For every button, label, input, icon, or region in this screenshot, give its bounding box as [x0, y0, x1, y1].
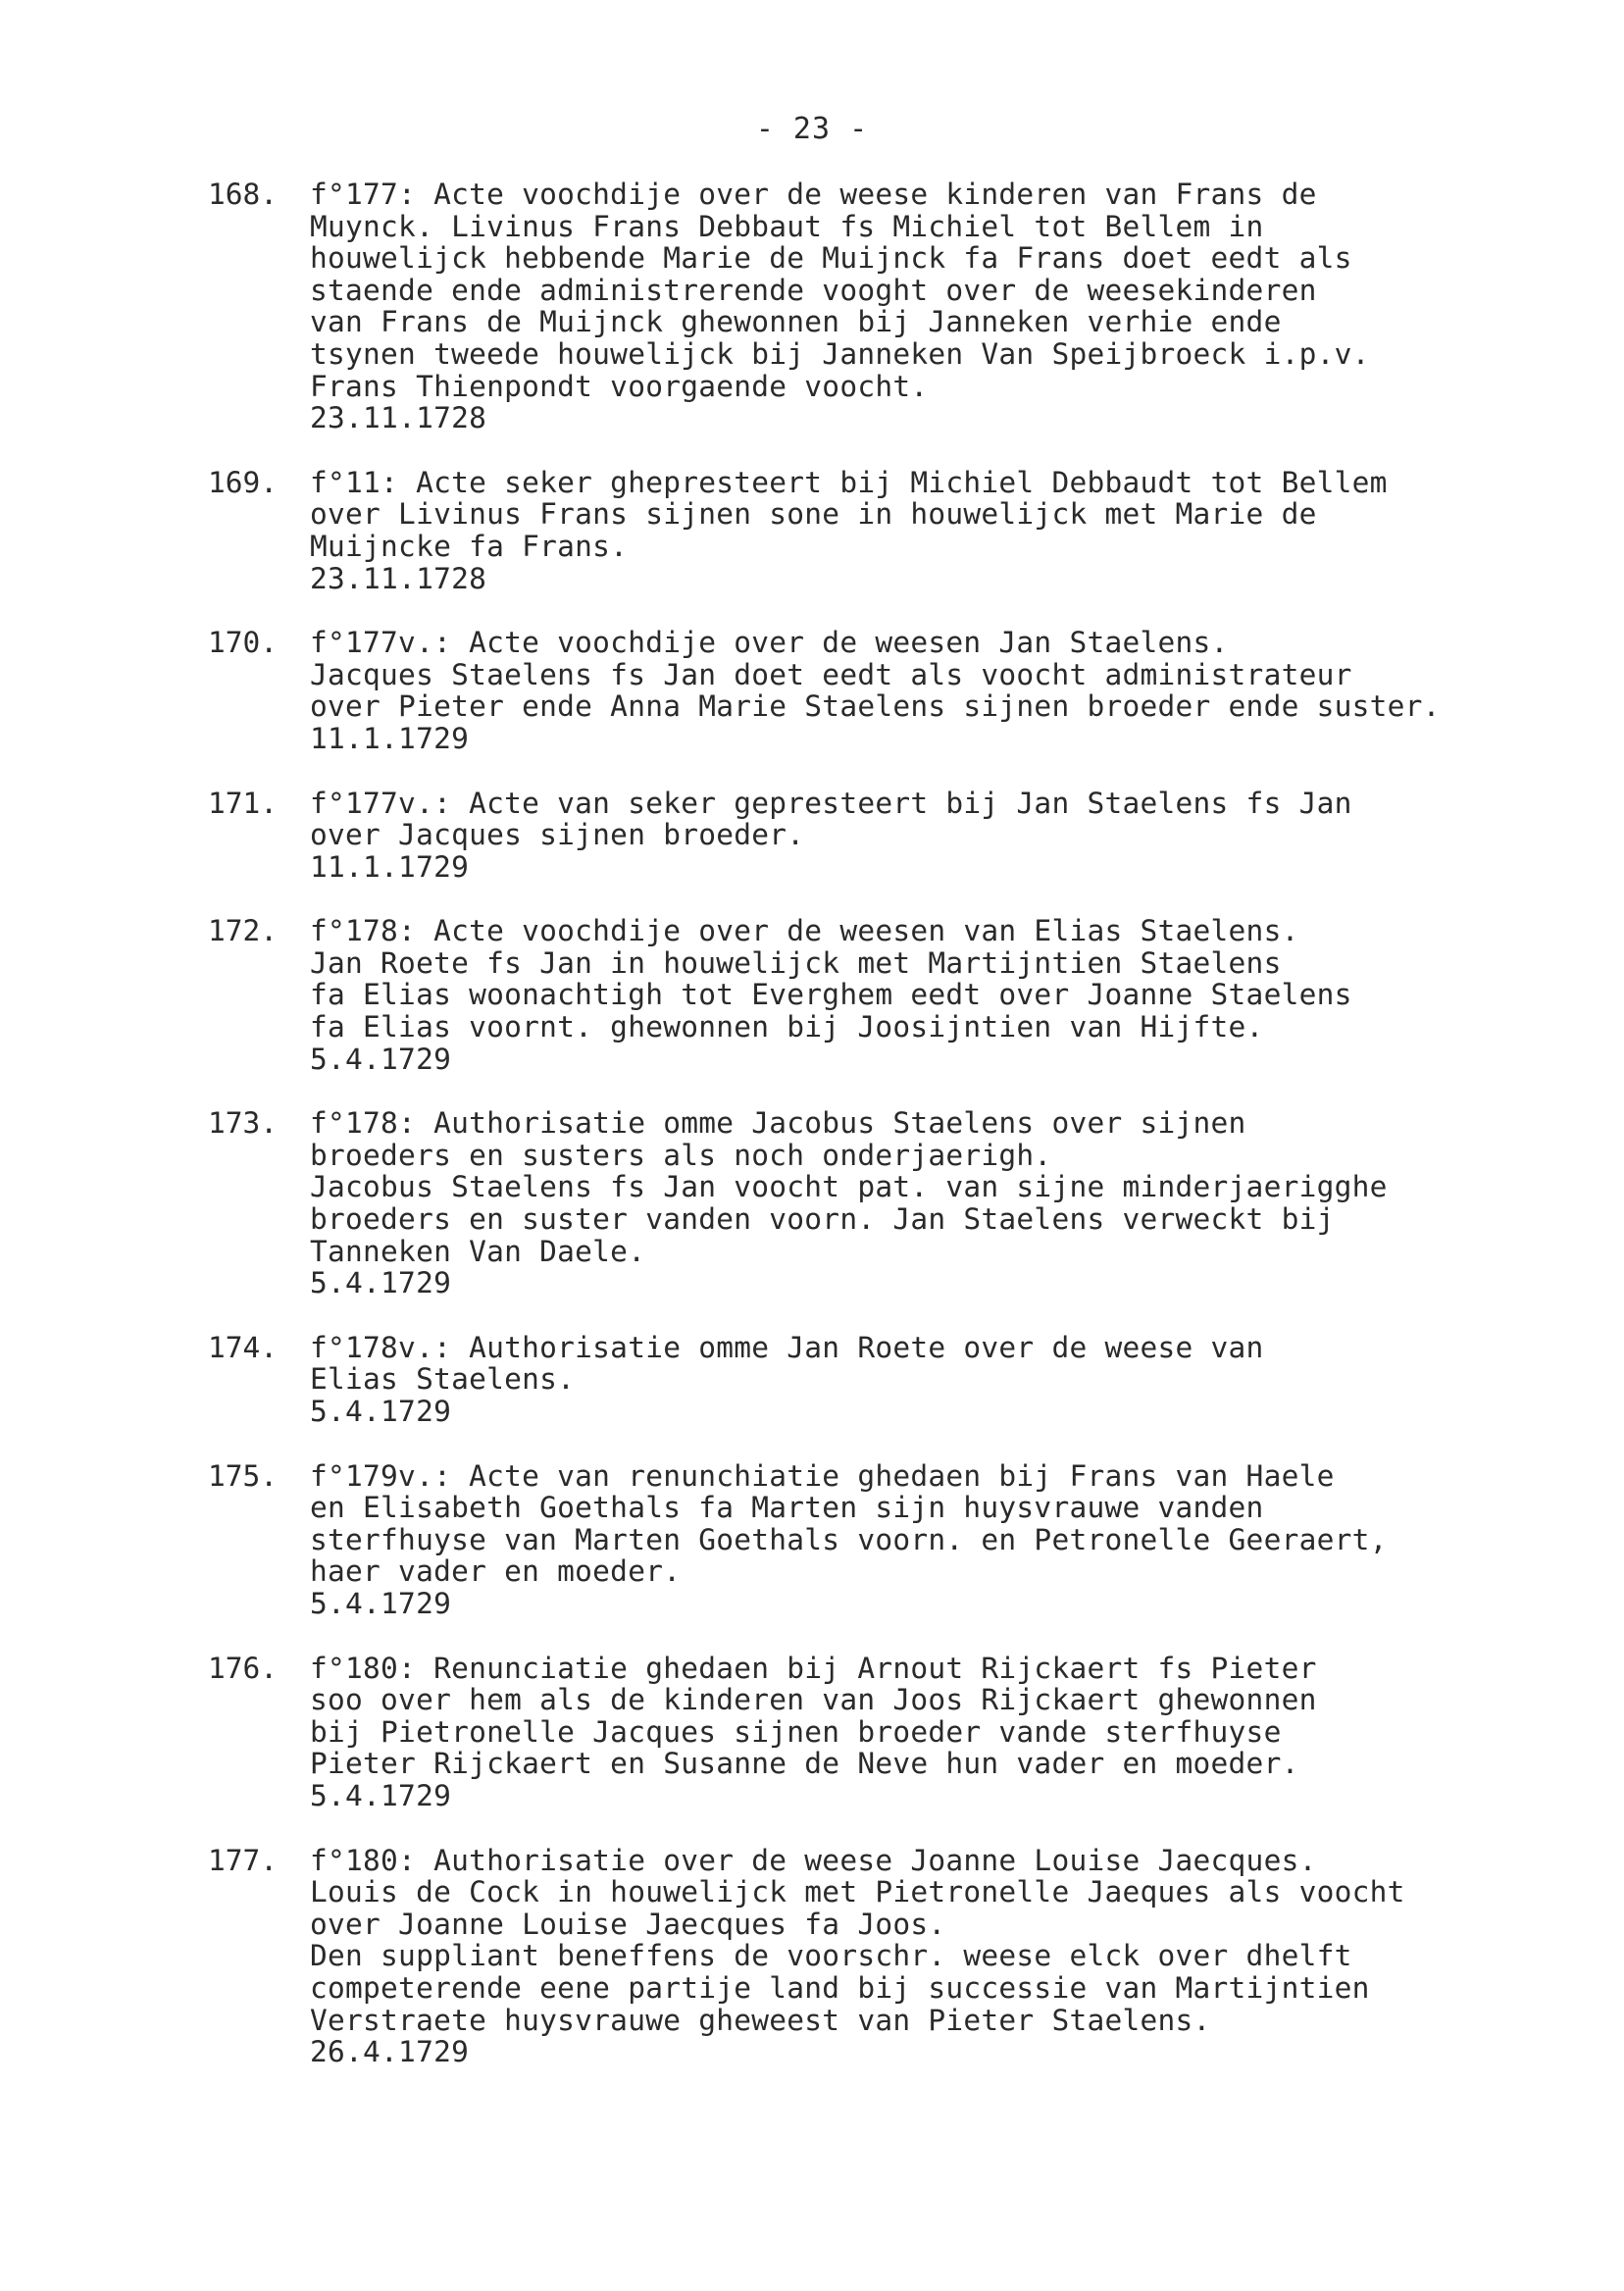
entry-line: Muynck. Livinus Frans Debbaut fs Michiel tot Bellem in: [310, 209, 1264, 243]
entry-text: [310, 1653, 1600, 1812]
entry-text: [310, 1845, 1600, 2068]
entry-175: [208, 1460, 1600, 1620]
entry-date: 11.1.1729: [310, 721, 470, 755]
entry-line: over Livinus Frans sijnen sone in houwelijck met Marie de: [310, 497, 1317, 532]
entry-line: over Pieter ende Anna Marie Staelens sijnen broeder ende suster.: [310, 689, 1441, 724]
entry-line: fa Elias woonachtigh tot Everghem eedt over Joanne Staelens: [310, 978, 1352, 1012]
entry-line: Jacques Staelens fs Jan doet eedt als voocht administrateur: [310, 657, 1352, 691]
entry-line: over Jacques sijnen broeder.: [310, 818, 805, 852]
entry-date: 11.1.1729: [310, 849, 470, 884]
entry-line: soo over hem als de kinderen van Joos Rijckaert ghewonnen: [310, 1683, 1317, 1717]
entry-line: broeders en suster vanden voorn. Jan Staelens verweckt bij: [310, 1202, 1335, 1237]
entry-line: f°177v.: Acte van seker gepresteert bij Jan Staelens fs Jan: [310, 786, 1352, 820]
entry-number: 170.: [208, 626, 279, 660]
entry-text: [310, 1107, 1600, 1299]
entry-line: f°180: Authorisatie over de weese Joanne Louise Jaecques.: [310, 1843, 1317, 1877]
entry-176: [208, 1653, 1600, 1812]
entry-line: Pieter Rijckaert en Susanne de Neve hun vader en moeder.: [310, 1747, 1299, 1781]
entry-date: 5.4.1729: [310, 1042, 452, 1076]
entry-text: [310, 915, 1600, 1075]
entry-number: 171.: [208, 786, 279, 820]
entry-text: [310, 627, 1600, 754]
entry-line: f°180: Renunciatie ghedaen bij Arnout Rijckaert fs Pieter: [310, 1651, 1317, 1685]
entry-text: [310, 1332, 1600, 1428]
entry-date: 5.4.1729: [310, 1778, 452, 1812]
entry-line: Muijncke fa Frans.: [310, 529, 629, 563]
entry-text: [310, 788, 1600, 884]
entry-line: competerende eene partije land bij successie van Martijntien: [310, 1970, 1370, 2005]
entry-date: 23.11.1728: [310, 561, 487, 595]
entry-number: 174.: [208, 1330, 279, 1364]
entry-170: [208, 627, 1600, 754]
entry-line: f°177v.: Acte voochdije over de weesen Jan Staelens.: [310, 626, 1229, 660]
entry-line: f°177: Acte voochdije over de weese kinderen van Frans de: [310, 178, 1317, 211]
entry-line: Den suppliant beneffens de voorschr. weese elck over dhelft: [310, 1939, 1352, 1973]
entry-number: 175.: [208, 1458, 279, 1493]
entry-number: 173.: [208, 1106, 279, 1141]
entry-line: sterfhuyse van Marten Goethals voorn. en Petronelle Geeraert,: [310, 1522, 1388, 1556]
entry-line: Jacobus Staelens fs Jan voocht pat. van sijne minderjaerigghe: [310, 1170, 1388, 1204]
entry-line: en Elisabeth Goethals fa Marten sijn huysvrauwe vanden: [310, 1491, 1264, 1525]
entry-171: [208, 788, 1600, 884]
entry-169: [208, 467, 1600, 594]
entry-line: Frans Thienpondt voorgaende voocht.: [310, 369, 929, 403]
entry-line: broeders en susters als noch onderjaerigh.: [310, 1138, 1052, 1172]
entry-line: Verstraete huysvrauwe gheweest van Pieter Staelens.: [310, 2003, 1211, 2037]
entry-date: 5.4.1729: [310, 1586, 452, 1620]
entry-168: [208, 178, 1600, 434]
entry-date: 26.4.1729: [310, 2035, 470, 2069]
entry-line: haer vader en moeder.: [310, 1554, 682, 1589]
entry-number: 169.: [208, 465, 279, 499]
entry-line: f°178: Authorisatie omme Jacobus Staelens over sijnen: [310, 1106, 1246, 1141]
entry-line: houwelijck hebbende Marie de Muijnck fa Frans doet eedt als: [310, 241, 1352, 276]
entry-line: staende ende administrerende vooght over de weesekinderen: [310, 273, 1317, 307]
entry-line: Tanneken Van Daele.: [310, 1234, 646, 1268]
entry-line: Louis de Cock in houwelijck met Pietronelle Jaeques als voocht: [310, 1875, 1405, 1909]
entry-line: bij Pietronelle Jacques sijnen broeder vande sterfhuyse: [310, 1714, 1282, 1749]
entry-number: 172.: [208, 914, 279, 948]
entry-date: 5.4.1729: [310, 1395, 452, 1428]
entry-line: Jan Roete fs Jan in houwelijck met Martijntien Staelens: [310, 945, 1282, 980]
entry-number: 177.: [208, 1843, 279, 1877]
entry-text: [310, 467, 1600, 594]
entry-177: [208, 1845, 1600, 2068]
entry-174: [208, 1332, 1600, 1428]
entry-number: 168.: [208, 178, 279, 211]
entry-date: 5.4.1729: [310, 1266, 452, 1300]
entry-line: fa Elias voornt. ghewonnen bij Joosijntien van Hijfte.: [310, 1010, 1264, 1044]
entry-line: f°11: Acte seker ghepresteert bij Michiel Debbaudt tot Bellem: [310, 465, 1388, 499]
entry-line: van Frans de Muijnck ghewonnen bij Janneken verhie ende: [310, 305, 1282, 339]
entry-173: [208, 1107, 1600, 1299]
entry-172: [208, 915, 1600, 1075]
entry-line: over Joanne Louise Jaecques fa Joos.: [310, 1907, 946, 1941]
entry-line: f°178: Acte voochdije over de weesen van Elias Staelens.: [310, 914, 1299, 948]
page-number: - 23 -: [755, 112, 869, 146]
entry-line: Elias Staelens.: [310, 1362, 576, 1397]
entry-line: tsynen tweede houwelijck bij Janneken Van Speijbroeck i.p.v.: [310, 336, 1370, 371]
entry-date: 23.11.1728: [310, 401, 487, 435]
entry-number: 176.: [208, 1651, 279, 1685]
entry-text: [310, 178, 1600, 434]
entry-line: f°179v.: Acte van renunchiatie ghedaen bij Frans van Haele: [310, 1458, 1335, 1493]
entry-list: [208, 178, 1600, 2101]
entry-line: f°178v.: Authorisatie omme Jan Roete over de weese van: [310, 1330, 1264, 1364]
entry-text: [310, 1460, 1600, 1620]
